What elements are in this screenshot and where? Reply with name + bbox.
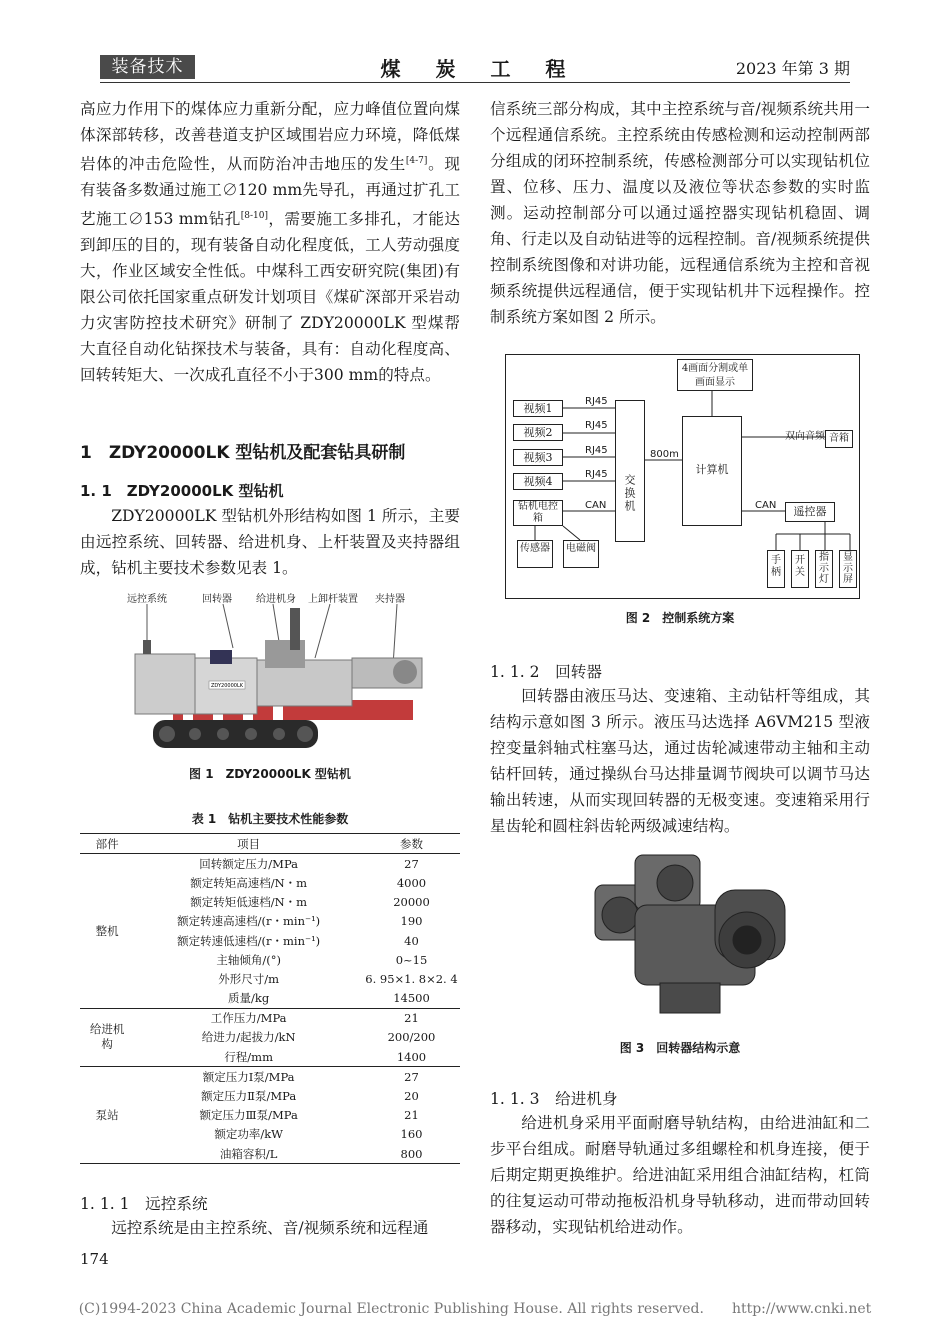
table-row xyxy=(80,989,460,1009)
table-item-cell: 工作压力/MPa xyxy=(134,1008,363,1028)
distance-label: 800m xyxy=(650,449,679,460)
table-item-cell: 行程/mm xyxy=(224,1049,273,1064)
duplex-label: 双向音频 xyxy=(785,431,825,442)
table-value-cell: 21 xyxy=(404,1108,419,1123)
table-item-cell: 回转额定压力/MPa xyxy=(199,856,299,871)
video-box: 视频1 xyxy=(513,400,563,417)
fig1-label: 给进机身 xyxy=(256,594,296,605)
figure-1 xyxy=(115,588,435,758)
right-paragraph-2: 回转器由液压马达、变速箱、主动钻杆等组成，其结构示意如图 3 所示。液压马达选择 A6VM215 型液控变量斜轴式柱塞马达，通过齿轮减速带动主轴和主动钻杆回转，通过操纵台马达排量调节阀块可以调节马达输出转速，从而实现回转器的无极变速。变速箱采用行星齿轮和圆柱斜齿轮两级减速结构。 xyxy=(490,687,870,835)
section-heading-1: 1 ZDY20000LK 型钻机及配套钻具研制 xyxy=(80,443,406,463)
table-value-cell: 6. 95×1. 8×2. 4 xyxy=(365,971,458,986)
screen-box: 显示屏 xyxy=(839,550,857,588)
rj45-label: RJ45 xyxy=(585,469,608,480)
table-value-cell: 190 xyxy=(400,914,423,929)
table-header: 项目 xyxy=(134,834,363,854)
video-box: 视频4 xyxy=(513,473,563,490)
table-item-cell: 油箱容积/L xyxy=(219,1146,278,1161)
table-value-cell: 27 xyxy=(404,856,419,871)
table-value-cell: 160 xyxy=(400,1127,423,1142)
issue-label: 2023 年第 3 期 xyxy=(735,59,850,78)
table-body xyxy=(80,854,460,1164)
speaker-box: 音箱 xyxy=(825,430,853,448)
left-paragraph-3: 远控系统是由主控系统、音/视频系统和远程通 xyxy=(111,1219,429,1237)
journal-title: 煤 炭 工 程 xyxy=(380,57,580,81)
rj45-label: RJ45 xyxy=(585,445,608,456)
left-paragraph-1: 高应力作用下的煤体应力重新分配，应力峰值位置向煤体深部转移，改善巷道支护区域围岩应力环境，降低煤岩体的冲击危险性，从而防治冲击地压的发生[4-7]。现有装备多数通过施工∅120 mm先导孔，再通过扩孔工艺施工∅153 mm钻孔[8-10]，需要施工多排孔，才能达到卸压的目的，现有装备自动化程度低，工人劳动强度大，作业区域安全性低。中煤科工西安研究院(集团)有限公司依托国家重点研发计划项目《煤矿深部开采岩动力灾害防控技术研究》研制了 ZDY20000LK 型煤帮大直径自动化钻探技术与装备，具有：自动化程度高、回转转矩大、一次成孔直径不小于300 mm的特点。 xyxy=(80,100,460,385)
switch2-box: 开关 xyxy=(791,550,809,588)
citation[interactable]: [8-10] xyxy=(240,211,268,222)
video-box: 视频3 xyxy=(513,449,563,466)
table-row xyxy=(80,873,460,892)
table-item-cell: 外形尺寸/m xyxy=(218,971,280,986)
fig1-label: 上卸杆装置 xyxy=(308,594,358,605)
table-row xyxy=(80,1008,460,1028)
citation[interactable]: [4-7] xyxy=(405,156,428,166)
fig1-label: 远控系统 xyxy=(127,594,167,605)
video-box: 视频2 xyxy=(513,424,563,441)
subsection-heading-1-1: 1. 1 ZDY20000LK 型钻机 xyxy=(80,482,284,500)
table-value-cell: 800 xyxy=(400,1146,423,1161)
table-row xyxy=(80,931,460,950)
table-row xyxy=(80,1125,460,1144)
table-item-cell: 额定功率/kW xyxy=(214,1127,283,1142)
rotator-illustration xyxy=(575,845,805,1030)
section-tag: 装备技术 xyxy=(100,55,195,79)
figure-2-diagram xyxy=(505,354,860,599)
table-item-cell: 额定转速高速档/(r・min⁻¹) xyxy=(177,914,321,929)
table-row xyxy=(80,1028,460,1047)
can-label: CAN xyxy=(585,500,607,511)
sensor-box: 传感器 xyxy=(517,540,553,568)
page-number: 174 xyxy=(80,1250,109,1268)
table-row xyxy=(80,1106,460,1125)
table-1 xyxy=(80,833,460,1164)
right-paragraph-1: 信系统三部分构成，其中主控系统与音/视频系统共用一个远程通信系统。主控系统由传感检测和运动控制两部分组成的闭环控制系统，传感检测部分可以实现钻机位置、位移、压力、温度以及液位等状态参数的实时监测。运动控制部分可以通过遥控器实现钻机稳固、调角、行走以及自动钻进等的远程控制。音/视频系统提供控制系统图像和对讲功能，远程通信系统为主控和音视频系统提供远程通信，便于实现钻机井下远程操作。控制系统方案如图 2 所示。 xyxy=(490,100,870,326)
figure-2-caption: 图 2 控制系统方案 xyxy=(625,611,735,625)
fig1-label: 回转器 xyxy=(202,594,232,605)
fig1-label: 夹持器 xyxy=(375,594,405,605)
subsection-heading-1-1-1: 1. 1. 1 远控系统 xyxy=(80,1195,208,1213)
table-item-cell: 主轴倾角/(°) xyxy=(216,952,281,967)
computer-box: 计算机 xyxy=(682,416,742,526)
table-item-cell: 质量/kg xyxy=(228,991,270,1006)
table-value-cell: 21 xyxy=(363,1008,460,1028)
table-value-cell: 20 xyxy=(404,1089,419,1104)
header-rule xyxy=(100,82,850,83)
figure-1-caption: 图 1 ZDY20000LK 型钻机 xyxy=(189,767,351,781)
valve-box: 电磁阀 xyxy=(563,540,599,568)
table-item-cell: 额定压力Ⅱ泵/MPa xyxy=(201,1089,297,1104)
table-header: 部件 xyxy=(80,834,134,854)
table-value-cell: 1400 xyxy=(396,1049,427,1064)
table-value-cell: 0~15 xyxy=(395,952,428,967)
table-item-cell: 额定转速低速档/(r・min⁻¹) xyxy=(177,933,321,948)
table-value-cell: 20000 xyxy=(393,895,430,910)
table-item-cell: 额定转矩高速档/N・m xyxy=(190,875,308,890)
table-row xyxy=(80,912,460,931)
table-item-cell: 额定压力Ⅲ泵/MPa xyxy=(199,1108,298,1123)
figure-3-caption: 图 3 回转器结构示意 xyxy=(619,1041,741,1055)
table-value-cell: 14500 xyxy=(393,991,430,1006)
table-part-cell: 整机 xyxy=(95,923,119,938)
subsection-heading-1-1-2: 1. 1. 2 回转器 xyxy=(490,663,602,681)
handle-box: 手柄 xyxy=(767,550,785,588)
left-paragraph-2: ZDY20000LK 型钻机外形结构如图 1 所示，主要由远控系统、回转器、给进机身、上杆装置及夹持器组成，钻机主要技术参数见表 1。 xyxy=(80,507,460,577)
table-row xyxy=(80,969,460,988)
table-row xyxy=(80,950,460,969)
subsection-heading-1-1-3: 1. 1. 3 给进机身 xyxy=(490,1090,618,1108)
table-part-cell: 给进机构 xyxy=(80,1008,134,1067)
table-value-cell: 27 xyxy=(363,1067,460,1087)
table-row xyxy=(80,1144,460,1163)
table-row xyxy=(80,1067,460,1087)
switch-box: 交换机 xyxy=(615,400,645,542)
lamp-box: 指示灯 xyxy=(815,550,833,588)
table-value-cell: 40 xyxy=(404,933,419,948)
table-value-cell: 200/200 xyxy=(387,1030,436,1045)
rj45-label: RJ45 xyxy=(585,396,608,407)
rj45-label: RJ45 xyxy=(585,420,608,431)
table-item-cell: 给进力/起拔力/kN xyxy=(201,1030,296,1045)
drill-rig-illustration xyxy=(115,588,435,758)
table-item-cell: 额定转矩低速档/N・m xyxy=(190,895,308,910)
table-row xyxy=(80,893,460,912)
table-row xyxy=(80,854,460,874)
fig1-plate: ZDY20000LK xyxy=(210,683,244,689)
table-1-caption: 表 1 钻机主要技术性能参数 xyxy=(191,812,349,826)
table-item-cell: 额定压力Ⅰ泵/MPa xyxy=(134,1067,363,1087)
table-header: 参数 xyxy=(363,834,460,854)
table-row xyxy=(80,1086,460,1105)
table-value-cell: 4000 xyxy=(396,875,427,890)
table-part-cell: 泵站 xyxy=(80,1067,134,1163)
can-label: CAN xyxy=(755,500,777,511)
table-row xyxy=(80,1047,460,1067)
ecu-box: 钻机电控箱 xyxy=(513,500,563,526)
display-box: 4画面分割或单画面显示 xyxy=(677,359,753,391)
remote-box: 遥控器 xyxy=(785,502,835,522)
right-paragraph-3: 给进机身采用平面耐磨导轨结构，由给进油缸和二步平台组成。耐磨导轨通过多组螺栓和机身连接，便于后期定期更换维护。给进油缸采用组合油缸结构，杠筒的往复运动可带动拖板沿机身导轨移动，进而带动回转器移动，实现钻机给进动作。 xyxy=(490,1114,870,1236)
copyright-footer: (C)1994-2023 China Academic Journal Electronic Publishing House. All rights reserved. http://www.cnki.net xyxy=(78,1301,872,1317)
